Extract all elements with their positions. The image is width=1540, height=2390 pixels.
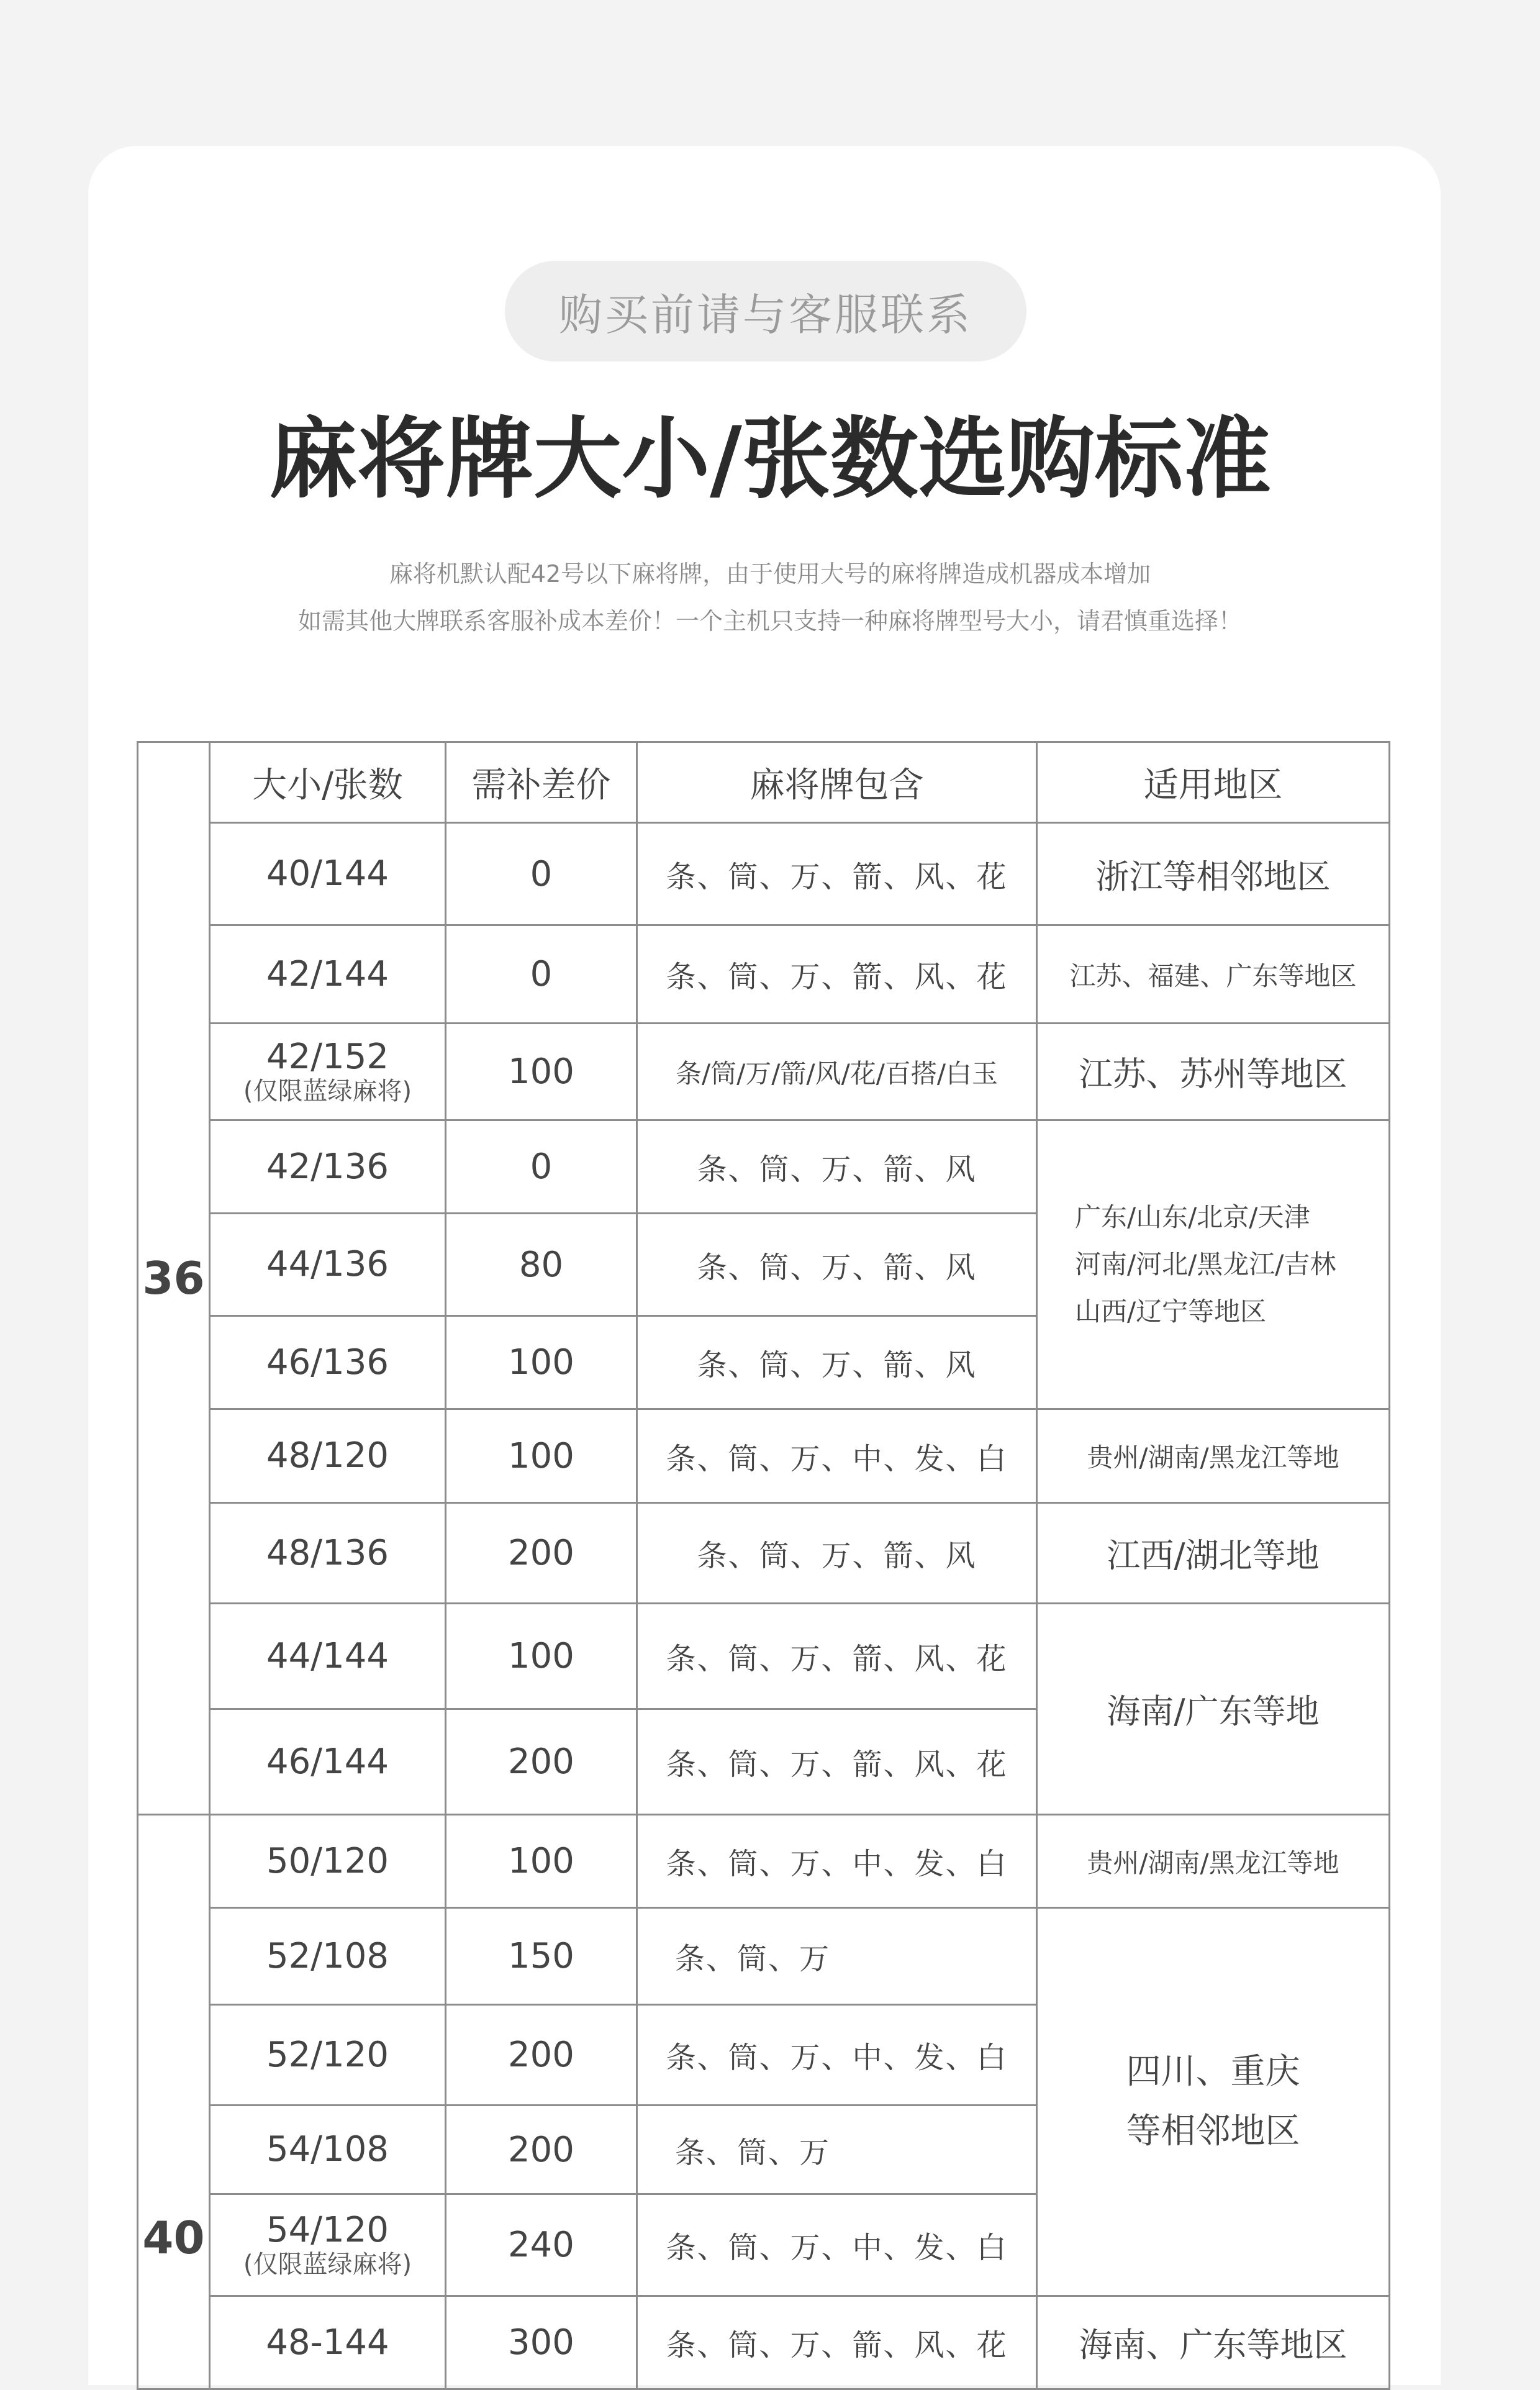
tiles-cell: 条、筒、万、箭、风 <box>637 1214 1037 1316</box>
group-label-40: 40 <box>138 1815 210 2389</box>
tiles-cell: 条、筒、万 <box>637 2106 1037 2194</box>
price-cell: 200 <box>446 1709 637 1815</box>
tiles-cell: 条/筒/万/箭/风/花/百搭/白玉 <box>637 1024 1037 1120</box>
tiles-cell: 条、筒、万、箭、风 <box>637 1503 1037 1604</box>
tiles-cell: 条、筒、万、箭、风、花 <box>637 1604 1037 1709</box>
size-cell: 48/120 <box>210 1409 446 1503</box>
price-cell: 100 <box>446 1815 637 1908</box>
price-cell: 240 <box>446 2194 637 2296</box>
table-row <box>138 1409 1390 1503</box>
price-cell: 100 <box>446 1409 637 1503</box>
size-cell <box>210 2194 446 2296</box>
table-header-row <box>138 742 1390 823</box>
size-cell: 54/108 <box>210 2106 446 2194</box>
size-cell: 46/144 <box>210 1709 446 1815</box>
region-cell: 浙江等相邻地区 <box>1037 823 1390 925</box>
table-row <box>138 1908 1390 2005</box>
price-cell: 0 <box>446 823 637 925</box>
size-cell <box>210 1024 446 1120</box>
size-cell: 44/144 <box>210 1604 446 1709</box>
region-cell: 贵州/湖南/黑龙江等地 <box>1037 1815 1390 1908</box>
tiles-cell: 条、筒、万、箭、风、花 <box>637 925 1037 1024</box>
price-cell: 100 <box>446 1316 637 1409</box>
header-tiles: 麻将牌包含 <box>637 742 1037 823</box>
tiles-cell: 条、筒、万、中、发、白 <box>637 2194 1037 2296</box>
table-row <box>138 2296 1390 2389</box>
region-line: 河南/河北/黑龙江/吉林 <box>1075 1249 1336 1279</box>
price-cell: 0 <box>446 1120 637 1214</box>
region-cell-north <box>1037 1120 1390 1409</box>
price-cell: 150 <box>446 1908 637 2005</box>
contact-service-pill: 购买前请与客服联系 <box>505 261 1026 361</box>
size-cell: 48/136 <box>210 1503 446 1604</box>
region-cell-sichuan <box>1037 1908 1390 2296</box>
region-cell: 江苏、福建、广东等地区 <box>1037 925 1390 1024</box>
tiles-cell: 条、筒、万、箭、风 <box>637 1316 1037 1409</box>
table-row <box>138 925 1390 1024</box>
page-title: 麻将牌大小/张数选购标准 <box>269 408 1271 511</box>
size-cell: 52/120 <box>210 2005 446 2106</box>
size-value: 42/152 <box>266 1036 389 1077</box>
size-cell: 48-144 <box>210 2296 446 2389</box>
region-cell: 江西/湖北等地 <box>1037 1503 1390 1604</box>
region-cell: 贵州/湖南/黑龙江等地 <box>1037 1409 1390 1503</box>
size-cell: 50/120 <box>210 1815 446 1908</box>
region-cell: 江苏、苏州等地区 <box>1037 1024 1390 1120</box>
price-cell: 100 <box>446 1604 637 1709</box>
tiles-cell: 条、筒、万、中、发、白 <box>637 2005 1037 2106</box>
table-row <box>138 823 1390 925</box>
region-line: 等相邻地区 <box>1126 2111 1300 2151</box>
header-region: 适用地区 <box>1037 742 1390 823</box>
table-row <box>138 1604 1390 1709</box>
region-cell: 海南、广东等地区 <box>1037 2296 1390 2389</box>
size-cell: 40/144 <box>210 823 446 925</box>
tiles-cell: 条、筒、万、箭、风、花 <box>637 2296 1037 2389</box>
price-cell: 200 <box>446 2106 637 2194</box>
region-cell: 海南/广东等地 <box>1037 1604 1390 1815</box>
tiles-cell: 条、筒、万、箭、风、花 <box>637 1709 1037 1815</box>
size-cell: 42/144 <box>210 925 446 1024</box>
size-cell: 42/136 <box>210 1120 446 1214</box>
header-price: 需补差价 <box>446 742 637 823</box>
price-cell: 100 <box>446 1024 637 1120</box>
size-cell: 52/108 <box>210 1908 446 2005</box>
price-cell: 300 <box>446 2296 637 2389</box>
header-size: 大小/张数 <box>210 742 446 823</box>
tiles-cell: 条、筒、万 <box>637 1908 1037 2005</box>
size-note: (仅限蓝绿麻将) <box>243 1076 412 1106</box>
table-row <box>138 1120 1390 1214</box>
size-cell: 44/136 <box>210 1214 446 1316</box>
size-note: (仅限蓝绿麻将) <box>243 2250 412 2279</box>
tiles-cell: 条、筒、万、中、发、白 <box>637 1409 1037 1503</box>
region-line: 四川、重庆 <box>1126 2051 1300 2092</box>
table-row <box>138 1815 1390 1908</box>
tiles-cell: 条、筒、万、箭、风、花 <box>637 823 1037 925</box>
table-row <box>138 1024 1390 1120</box>
size-value: 54/120 <box>266 2209 389 2250</box>
price-cell: 0 <box>446 925 637 1024</box>
price-cell: 200 <box>446 1503 637 1604</box>
region-line: 山西/辽宁等地区 <box>1075 1296 1267 1327</box>
size-cell: 46/136 <box>210 1316 446 1409</box>
tiles-cell: 条、筒、万、中、发、白 <box>637 1815 1037 1908</box>
tiles-cell: 条、筒、万、箭、风 <box>637 1120 1037 1214</box>
group-label-36: 36 <box>138 742 210 1815</box>
size-spec-table <box>137 741 1390 2390</box>
table-row <box>138 1503 1390 1604</box>
region-line: 广东/山东/北京/天津 <box>1075 1202 1310 1232</box>
description-line-1: 麻将机默认配42号以下麻将牌，由于使用大号的麻将牌造成机器成本增加 <box>389 560 1151 588</box>
price-cell: 80 <box>446 1214 637 1316</box>
price-cell: 200 <box>446 2005 637 2106</box>
description-line-2: 如需其他大牌联系客服补成本差价！一个主机只支持一种麻将牌型号大小，请君慎重选择！ <box>297 607 1242 635</box>
